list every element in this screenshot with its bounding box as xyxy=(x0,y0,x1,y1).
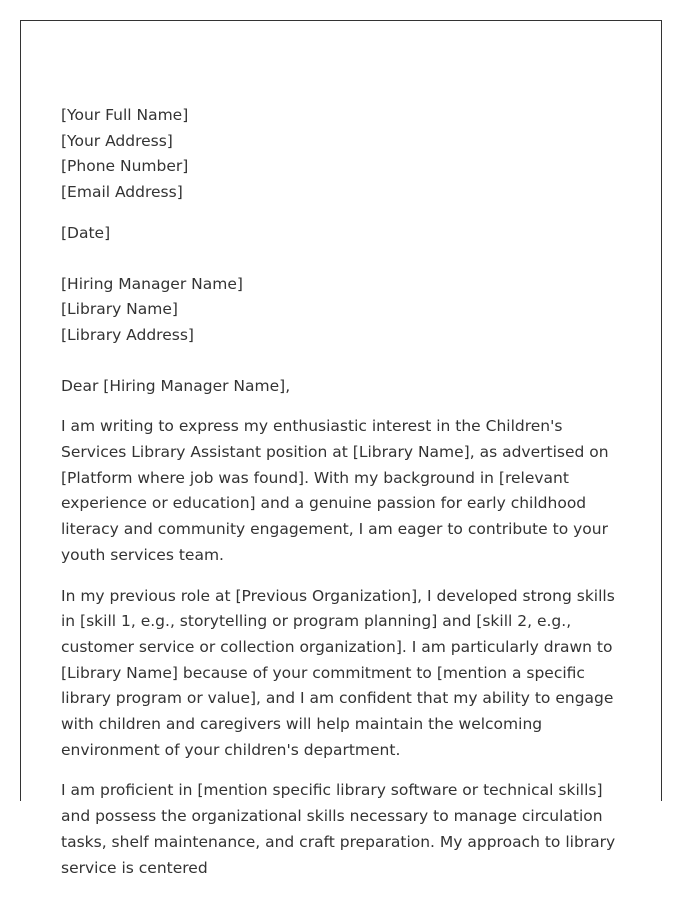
letter-date: [Date] xyxy=(61,223,111,242)
recipient-address: [Library Address] xyxy=(61,325,194,344)
paragraph-intro: I am writing to express my enthusiastic interest in the Children's Services Library Assistant position at [Library Name], as advertised on [Platform where job was found]. With my background in [relevant experience or education] and a genuine passion for early childhood literacy and community engagement, I am eager to contribute to your youth services team. xyxy=(61,417,609,564)
sender-address: [Your Address] xyxy=(61,131,173,150)
sender-name: [Your Full Name] xyxy=(61,106,189,124)
recipient-name: [Hiring Manager Name] xyxy=(61,274,243,293)
sender-phone: [Phone Number] xyxy=(61,157,189,176)
sender-email: [Email Address] xyxy=(61,183,183,202)
letter-body xyxy=(61,103,621,896)
paragraph-experience: In my previous role at [Previous Organization], I developed strong skills in [skill 1, e.g., storytelling or program planning] and [skill 2, e.g., customer service or collection organization]. I am particularly drawn to [Library Name] because of your commitment to [mention a specific library program or value], and I am confident that my ability to engage with children and caregivers will help maintain the welcoming environment of your children's department. xyxy=(61,586,615,759)
paragraph-skills: I am proficient in [mention specific library software or technical skills] and possess the organizational skills necessary to manage circulation tasks, shelf maintenance, and craft preparation. My approach to library service is centered xyxy=(61,781,616,877)
salutation: Dear [Hiring Manager Name], xyxy=(61,376,291,395)
sender-info xyxy=(61,103,621,206)
date-block xyxy=(61,221,621,247)
recipient-library: [Library Name] xyxy=(61,300,178,319)
letter-page xyxy=(20,20,662,877)
recipient-info xyxy=(61,272,621,349)
